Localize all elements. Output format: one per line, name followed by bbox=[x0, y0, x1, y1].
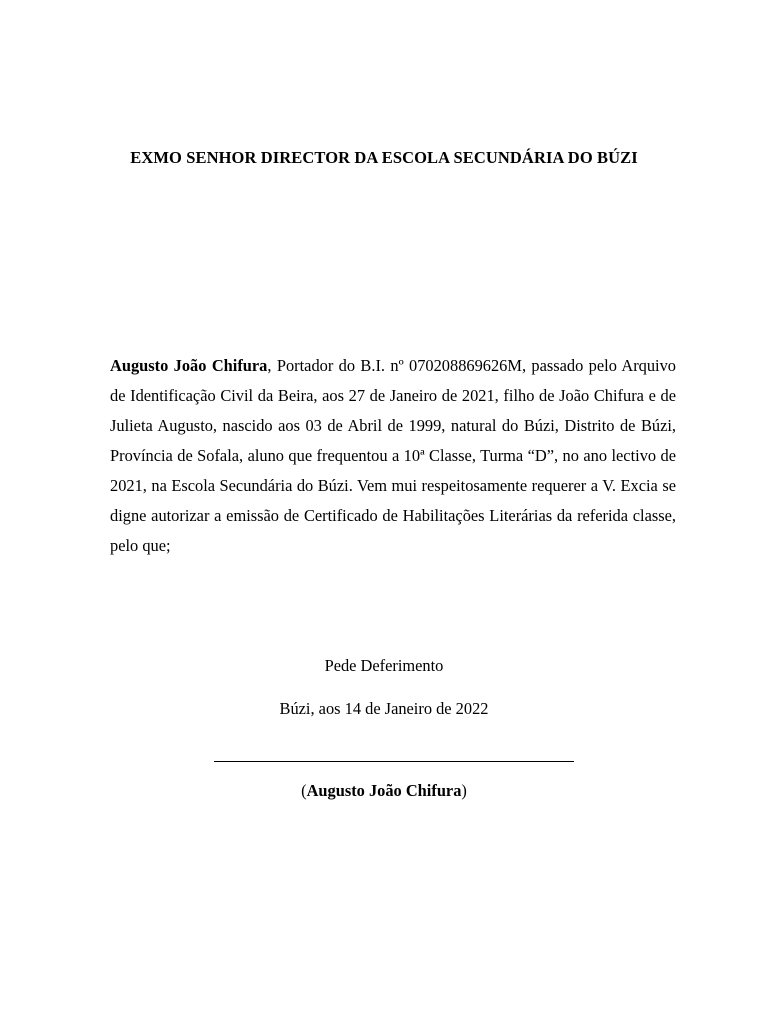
document-heading: EXMO SENHOR DIRECTOR DA ESCOLA SECUNDÁRIA DO BÚZI bbox=[130, 148, 638, 167]
signature-line bbox=[214, 761, 574, 762]
request-text: , Portador do B.I. nº 070208869626M, passado pelo Arquivo de Identificação Civil da Beira, aos 27 de Janeiro de 2021, filho de João Chifura e de Julieta Augusto, nascido aos 03 de Abril de 1999, natural do Búzi, Distrito de Búzi, Província de Sofala, aluno que frequentou a 10ª Classe, Turma “D”, no ano lectivo de 2021, na Escola Secundária do Búzi. Vem mui respeitosamente requerer a V. Excia se digne autorizar a emissão de Certificado de Habilitações Literárias da referida classe, pelo que; bbox=[110, 356, 676, 555]
signature-close-paren: ) bbox=[461, 781, 467, 800]
place-and-date: Búzi, aos 14 de Janeiro de 2022 bbox=[279, 699, 489, 718]
signature-block bbox=[0, 779, 768, 803]
requester-name: Augusto João Chifura bbox=[110, 356, 268, 375]
request-paragraph bbox=[110, 351, 676, 561]
signature-name: Augusto João Chifura bbox=[306, 781, 462, 800]
closing-phrase: Pede Deferimento bbox=[324, 656, 444, 675]
signature-open-paren: ( bbox=[301, 781, 307, 800]
